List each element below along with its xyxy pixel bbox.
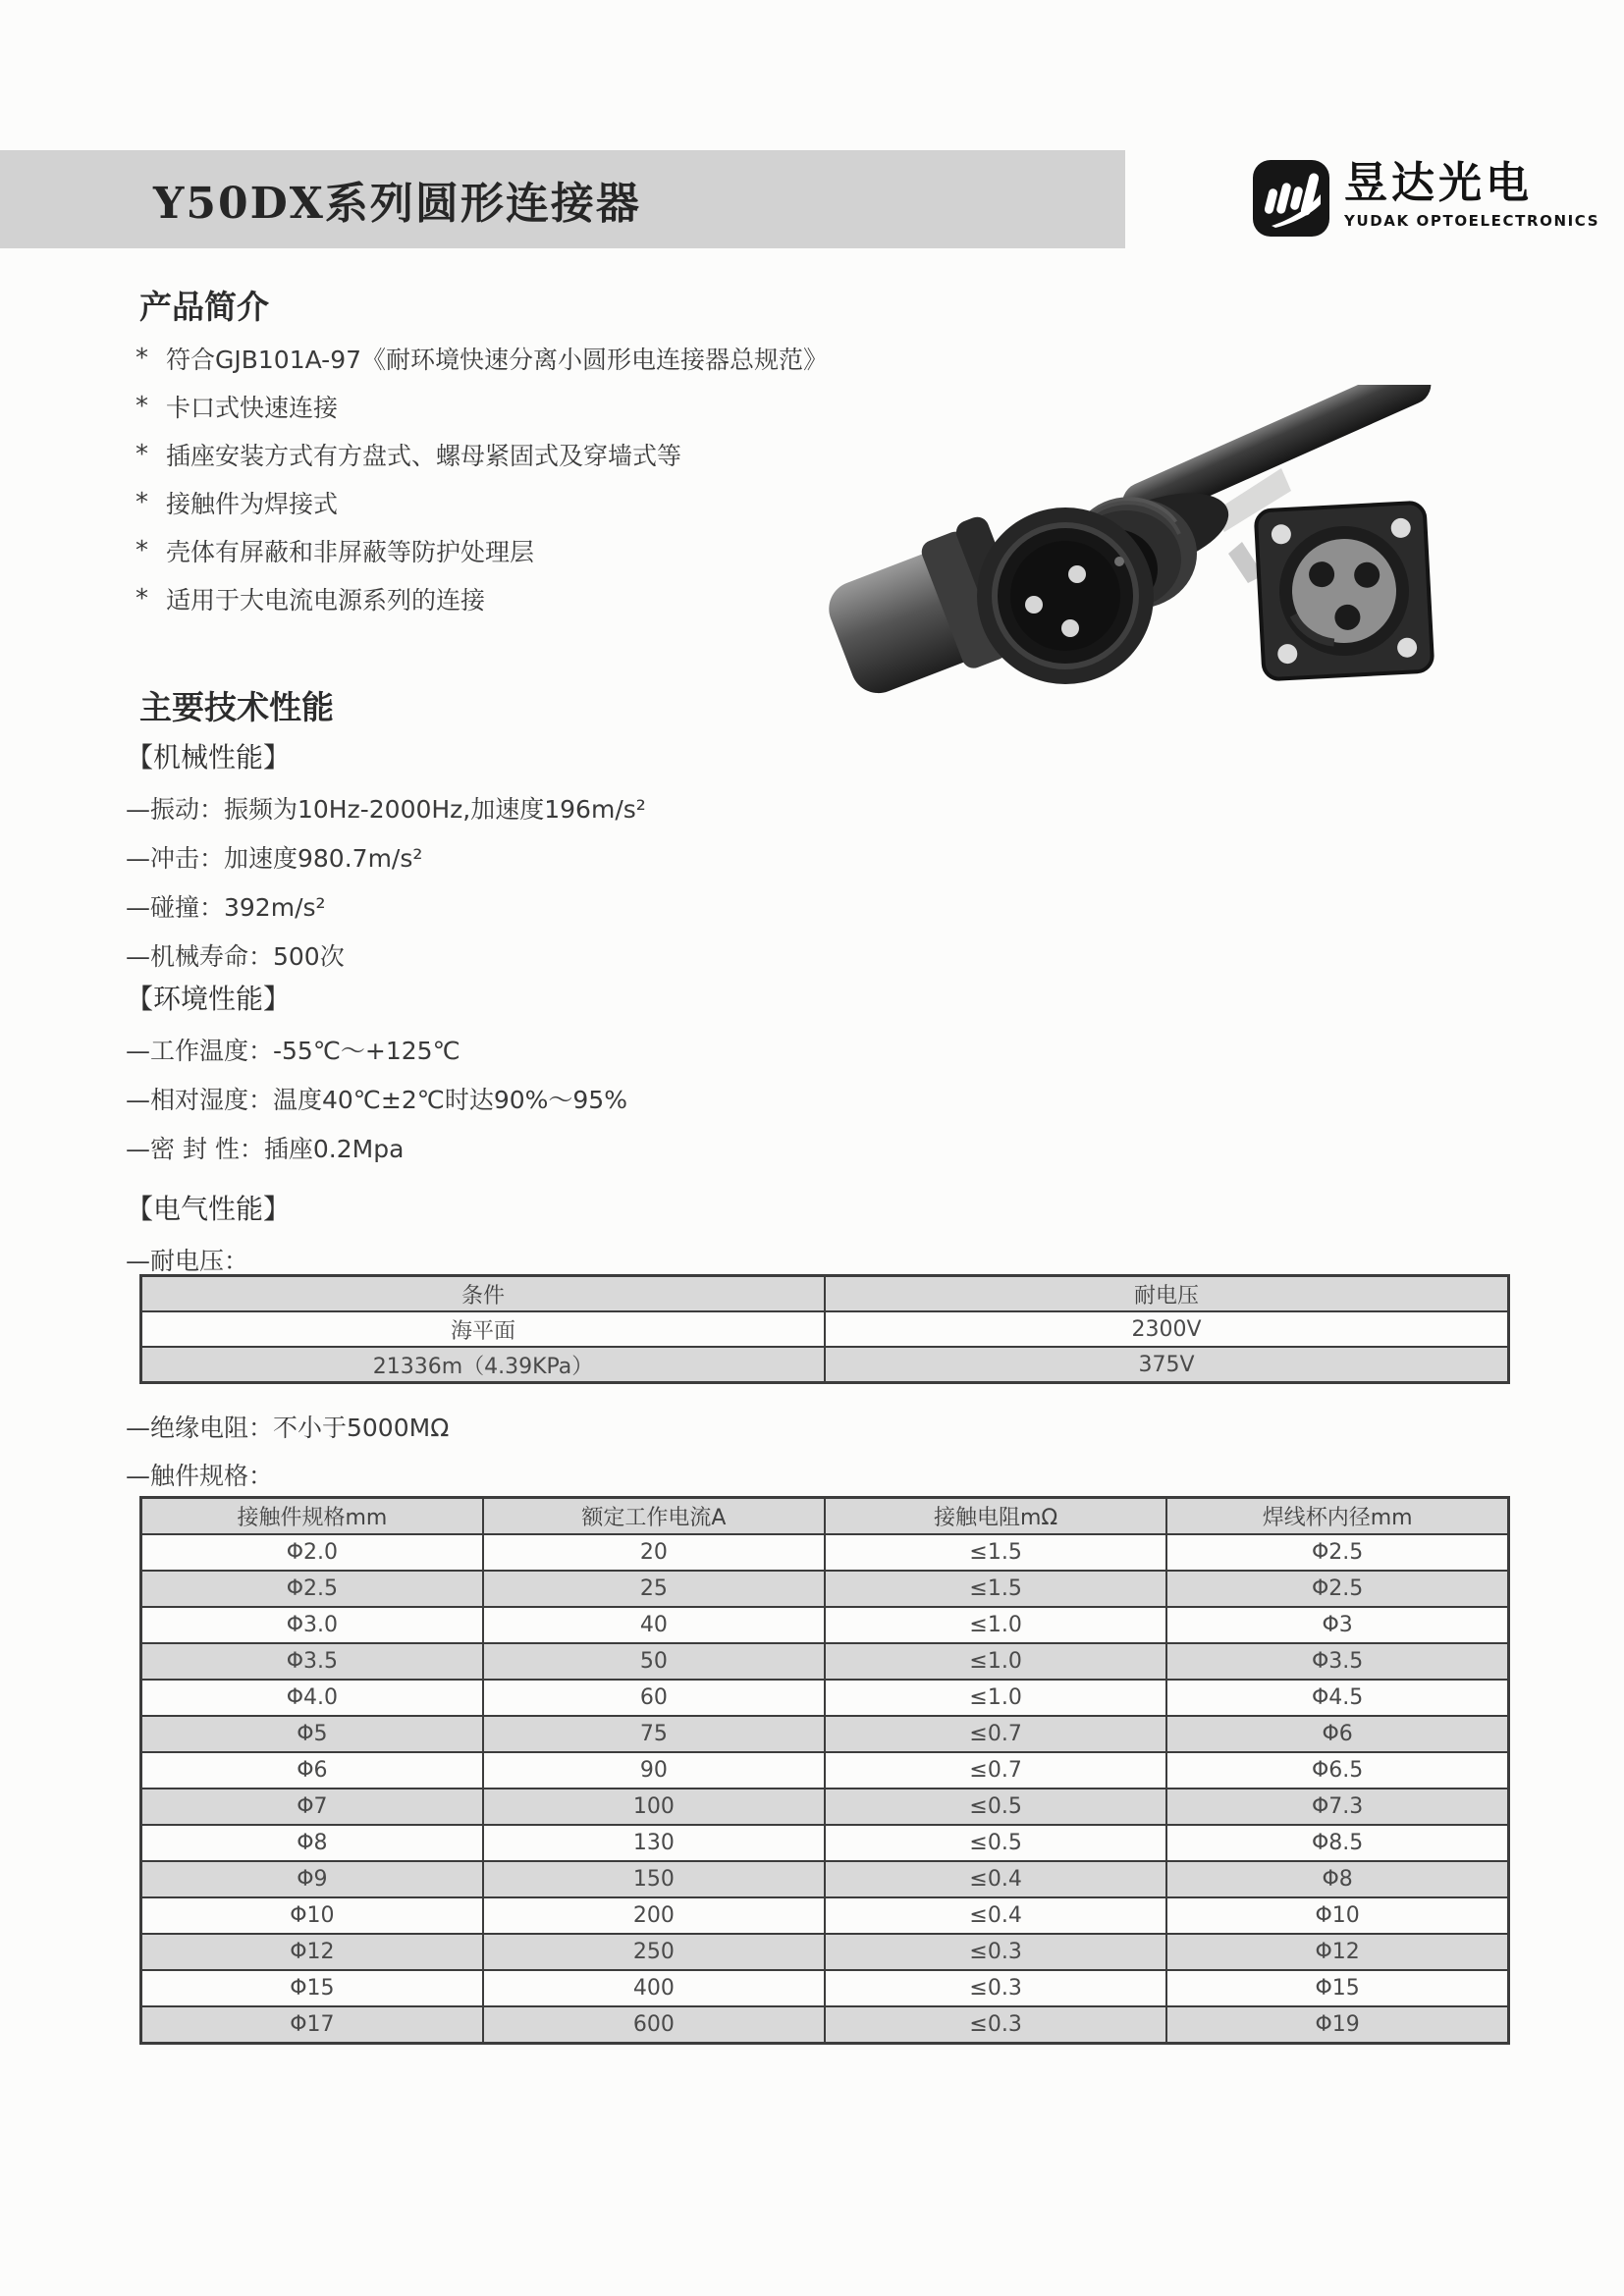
section-heading-intro: 产品简介 bbox=[139, 288, 269, 326]
table-cell: Φ8 bbox=[141, 1825, 483, 1861]
table-cell: Φ6 bbox=[1166, 1716, 1508, 1752]
column-header: 条件 bbox=[141, 1276, 826, 1312]
table-cell: ≤1.5 bbox=[825, 1571, 1166, 1607]
table-cell: Φ6 bbox=[141, 1752, 483, 1789]
company-logo bbox=[1252, 159, 1599, 238]
table-cell: Φ6.5 bbox=[1166, 1752, 1508, 1789]
list-item-text: 插座安装方式有方盘式、螺母紧固式及穿墙式等 bbox=[166, 441, 682, 470]
table-cell: Φ2.5 bbox=[1166, 1571, 1508, 1607]
list-item-text: —相对湿度：温度40℃±2℃时达90%～95% bbox=[126, 1086, 627, 1114]
table-cell: 375V bbox=[825, 1347, 1509, 1383]
list-item-text: —冲击：加速度980.7m/s² bbox=[126, 844, 423, 873]
table-cell: Φ12 bbox=[141, 1934, 483, 1970]
list-item bbox=[126, 931, 646, 980]
list-item-text: —机械寿命：500次 bbox=[126, 942, 345, 971]
list-item bbox=[126, 783, 646, 832]
table-row bbox=[141, 1311, 1509, 1347]
table-cell: 21336m（4.39KPa） bbox=[141, 1347, 826, 1383]
list-item-text: —工作温度：-55℃～+125℃ bbox=[126, 1037, 460, 1065]
table-cell: Φ12 bbox=[1166, 1934, 1508, 1970]
subsection-heading: 【机械性能】 bbox=[126, 741, 292, 774]
table-cell: Φ10 bbox=[1166, 1897, 1508, 1934]
table-cell: 60 bbox=[483, 1680, 825, 1716]
bullet-marker: * bbox=[135, 391, 148, 421]
logo-mark-icon bbox=[1252, 159, 1330, 238]
electrical-extra-lines bbox=[126, 1402, 449, 1498]
table-row bbox=[141, 2006, 1509, 2044]
table-cell: Φ4.0 bbox=[141, 1680, 483, 1716]
list-item bbox=[126, 1123, 627, 1172]
table-cell: 海平面 bbox=[141, 1311, 826, 1347]
table-cell: Φ8.5 bbox=[1166, 1825, 1508, 1861]
table-cell: 150 bbox=[483, 1861, 825, 1897]
flange-receptacle bbox=[1256, 503, 1434, 680]
table-row bbox=[141, 1752, 1509, 1789]
column-header: 接触电阻mΩ bbox=[825, 1498, 1166, 1535]
table-cell: ≤0.5 bbox=[825, 1789, 1166, 1825]
table-row bbox=[141, 1607, 1509, 1643]
list-item bbox=[135, 382, 828, 430]
table-row bbox=[141, 1825, 1509, 1861]
table-cell: Φ7 bbox=[141, 1789, 483, 1825]
list-item-text: 接触件为焊接式 bbox=[166, 489, 339, 518]
table-cell: ≤0.7 bbox=[825, 1716, 1166, 1752]
table-row bbox=[141, 1934, 1509, 1970]
table-cell: 75 bbox=[483, 1716, 825, 1752]
product-photo bbox=[820, 385, 1448, 694]
subsection-heading: 【环境性能】 bbox=[126, 983, 292, 1015]
table-row bbox=[141, 1970, 1509, 2006]
table-cell: 20 bbox=[483, 1534, 825, 1571]
table-row bbox=[141, 1861, 1509, 1897]
table-cell: Φ15 bbox=[1166, 1970, 1508, 2006]
table-row bbox=[141, 1680, 1509, 1716]
table-cell: 90 bbox=[483, 1752, 825, 1789]
table-cell: Φ3 bbox=[1166, 1607, 1508, 1643]
table-cell: Φ8 bbox=[1166, 1861, 1508, 1897]
page-title: Y50DX系列圆形连接器 bbox=[153, 179, 641, 229]
table-cell: ≤0.4 bbox=[825, 1897, 1166, 1934]
plug-face bbox=[977, 507, 1154, 684]
table-row bbox=[141, 1643, 1509, 1680]
list-item bbox=[126, 832, 646, 881]
table-cell: ≤0.3 bbox=[825, 1934, 1166, 1970]
bullet-marker: * bbox=[135, 439, 148, 469]
table-cell: Φ9 bbox=[141, 1861, 483, 1897]
list-item bbox=[135, 574, 828, 622]
subsection-environmental bbox=[126, 978, 627, 1172]
table-header-row bbox=[141, 1498, 1509, 1535]
list-item bbox=[126, 1074, 627, 1123]
table-row bbox=[141, 1716, 1509, 1752]
table-cell: Φ2.5 bbox=[1166, 1534, 1508, 1571]
table-row bbox=[141, 1789, 1509, 1825]
column-header: 接触件规格mm bbox=[141, 1498, 483, 1535]
table-cell: 130 bbox=[483, 1825, 825, 1861]
table-cell: Φ3.0 bbox=[141, 1607, 483, 1643]
table-cell: Φ17 bbox=[141, 2006, 483, 2044]
section-heading-tech: 主要技术性能 bbox=[139, 688, 334, 726]
list-item bbox=[135, 526, 828, 574]
list-item-text: 卡口式快速连接 bbox=[166, 393, 339, 422]
list-item bbox=[126, 1025, 627, 1074]
list-item-text: —振动：振频为10Hz-2000Hz,加速度196m/s² bbox=[126, 795, 646, 824]
intro-bullet-list bbox=[135, 334, 828, 622]
table-cell: ≤1.0 bbox=[825, 1680, 1166, 1716]
table-cell: ≤0.4 bbox=[825, 1861, 1166, 1897]
mechanical-lines bbox=[126, 783, 646, 980]
table-cell: 400 bbox=[483, 1970, 825, 2006]
list-item bbox=[126, 881, 646, 931]
subsection-mechanical bbox=[126, 736, 646, 980]
bullet-marker: * bbox=[135, 487, 148, 517]
table-cell: Φ4.5 bbox=[1166, 1680, 1508, 1716]
table-cell: Φ5 bbox=[141, 1716, 483, 1752]
list-item bbox=[135, 430, 828, 478]
list-item-text: —密 封 性：插座0.2Mpa bbox=[126, 1135, 405, 1163]
bullet-marker: * bbox=[135, 583, 148, 614]
list-item bbox=[135, 334, 828, 382]
table-cell: Φ15 bbox=[141, 1970, 483, 2006]
contact-spec-table bbox=[139, 1496, 1510, 2045]
list-item bbox=[126, 1450, 449, 1498]
table-cell: ≤1.0 bbox=[825, 1643, 1166, 1680]
table-cell: ≤0.3 bbox=[825, 1970, 1166, 2006]
table-cell: Φ2.5 bbox=[141, 1571, 483, 1607]
table-cell: Φ7.3 bbox=[1166, 1789, 1508, 1825]
column-header: 额定工作电流A bbox=[483, 1498, 825, 1535]
table-cell: 50 bbox=[483, 1643, 825, 1680]
table-row bbox=[141, 1534, 1509, 1571]
table-cell: 40 bbox=[483, 1607, 825, 1643]
table-cell: ≤0.7 bbox=[825, 1752, 1166, 1789]
table-row bbox=[141, 1897, 1509, 1934]
list-item-text: —耐电压： bbox=[126, 1247, 249, 1275]
subsection-heading: 【电气性能】 bbox=[126, 1193, 292, 1225]
table-header-row bbox=[141, 1276, 1509, 1312]
table-cell: ≤0.3 bbox=[825, 2006, 1166, 2044]
table-cell: 250 bbox=[483, 1934, 825, 1970]
table-cell: Φ19 bbox=[1166, 2006, 1508, 2044]
table-cell: 100 bbox=[483, 1789, 825, 1825]
table-row bbox=[141, 1347, 1509, 1383]
list-item bbox=[135, 478, 828, 526]
title-band bbox=[0, 150, 1125, 248]
list-item-text: —触件规格： bbox=[126, 1461, 274, 1490]
table-cell: 2300V bbox=[825, 1311, 1509, 1347]
subsection-electrical bbox=[126, 1188, 291, 1284]
table-cell: ≤1.0 bbox=[825, 1607, 1166, 1643]
list-item-text: —碰撞：392m/s² bbox=[126, 893, 326, 922]
bullet-marker: * bbox=[135, 535, 148, 565]
list-item bbox=[126, 1402, 449, 1450]
column-header: 耐电压 bbox=[825, 1276, 1509, 1312]
list-item-text: —绝缘电阻：不小于5000MΩ bbox=[126, 1413, 450, 1442]
table-cell: ≤0.5 bbox=[825, 1825, 1166, 1861]
withstand-voltage-table bbox=[139, 1274, 1510, 1384]
table-cell: Φ10 bbox=[141, 1897, 483, 1934]
logo-text bbox=[1344, 159, 1599, 230]
table-cell: 25 bbox=[483, 1571, 825, 1607]
list-item-text: 壳体有屏蔽和非屏蔽等防护处理层 bbox=[166, 537, 535, 566]
table-cell: 600 bbox=[483, 2006, 825, 2044]
column-header: 焊线杯内径mm bbox=[1166, 1498, 1508, 1535]
table-cell: ≤1.5 bbox=[825, 1534, 1166, 1571]
table-cell: Φ3.5 bbox=[1166, 1643, 1508, 1680]
table-cell: 200 bbox=[483, 1897, 825, 1934]
environmental-lines bbox=[126, 1025, 627, 1172]
table-cell: Φ2.0 bbox=[141, 1534, 483, 1571]
logo-name-en: YUDAK OPTOELECTRONICS bbox=[1344, 211, 1600, 230]
logo-name-cn: 昱达光电 bbox=[1344, 158, 1533, 208]
table-row bbox=[141, 1571, 1509, 1607]
list-item-text: 符合GJB101A-97《耐环境快速分离小圆形电连接器总规范》 bbox=[166, 345, 829, 374]
bullet-marker: * bbox=[135, 343, 148, 373]
list-item-text: 适用于大电流电源系列的连接 bbox=[166, 585, 486, 614]
table-cell: Φ3.5 bbox=[141, 1643, 483, 1680]
